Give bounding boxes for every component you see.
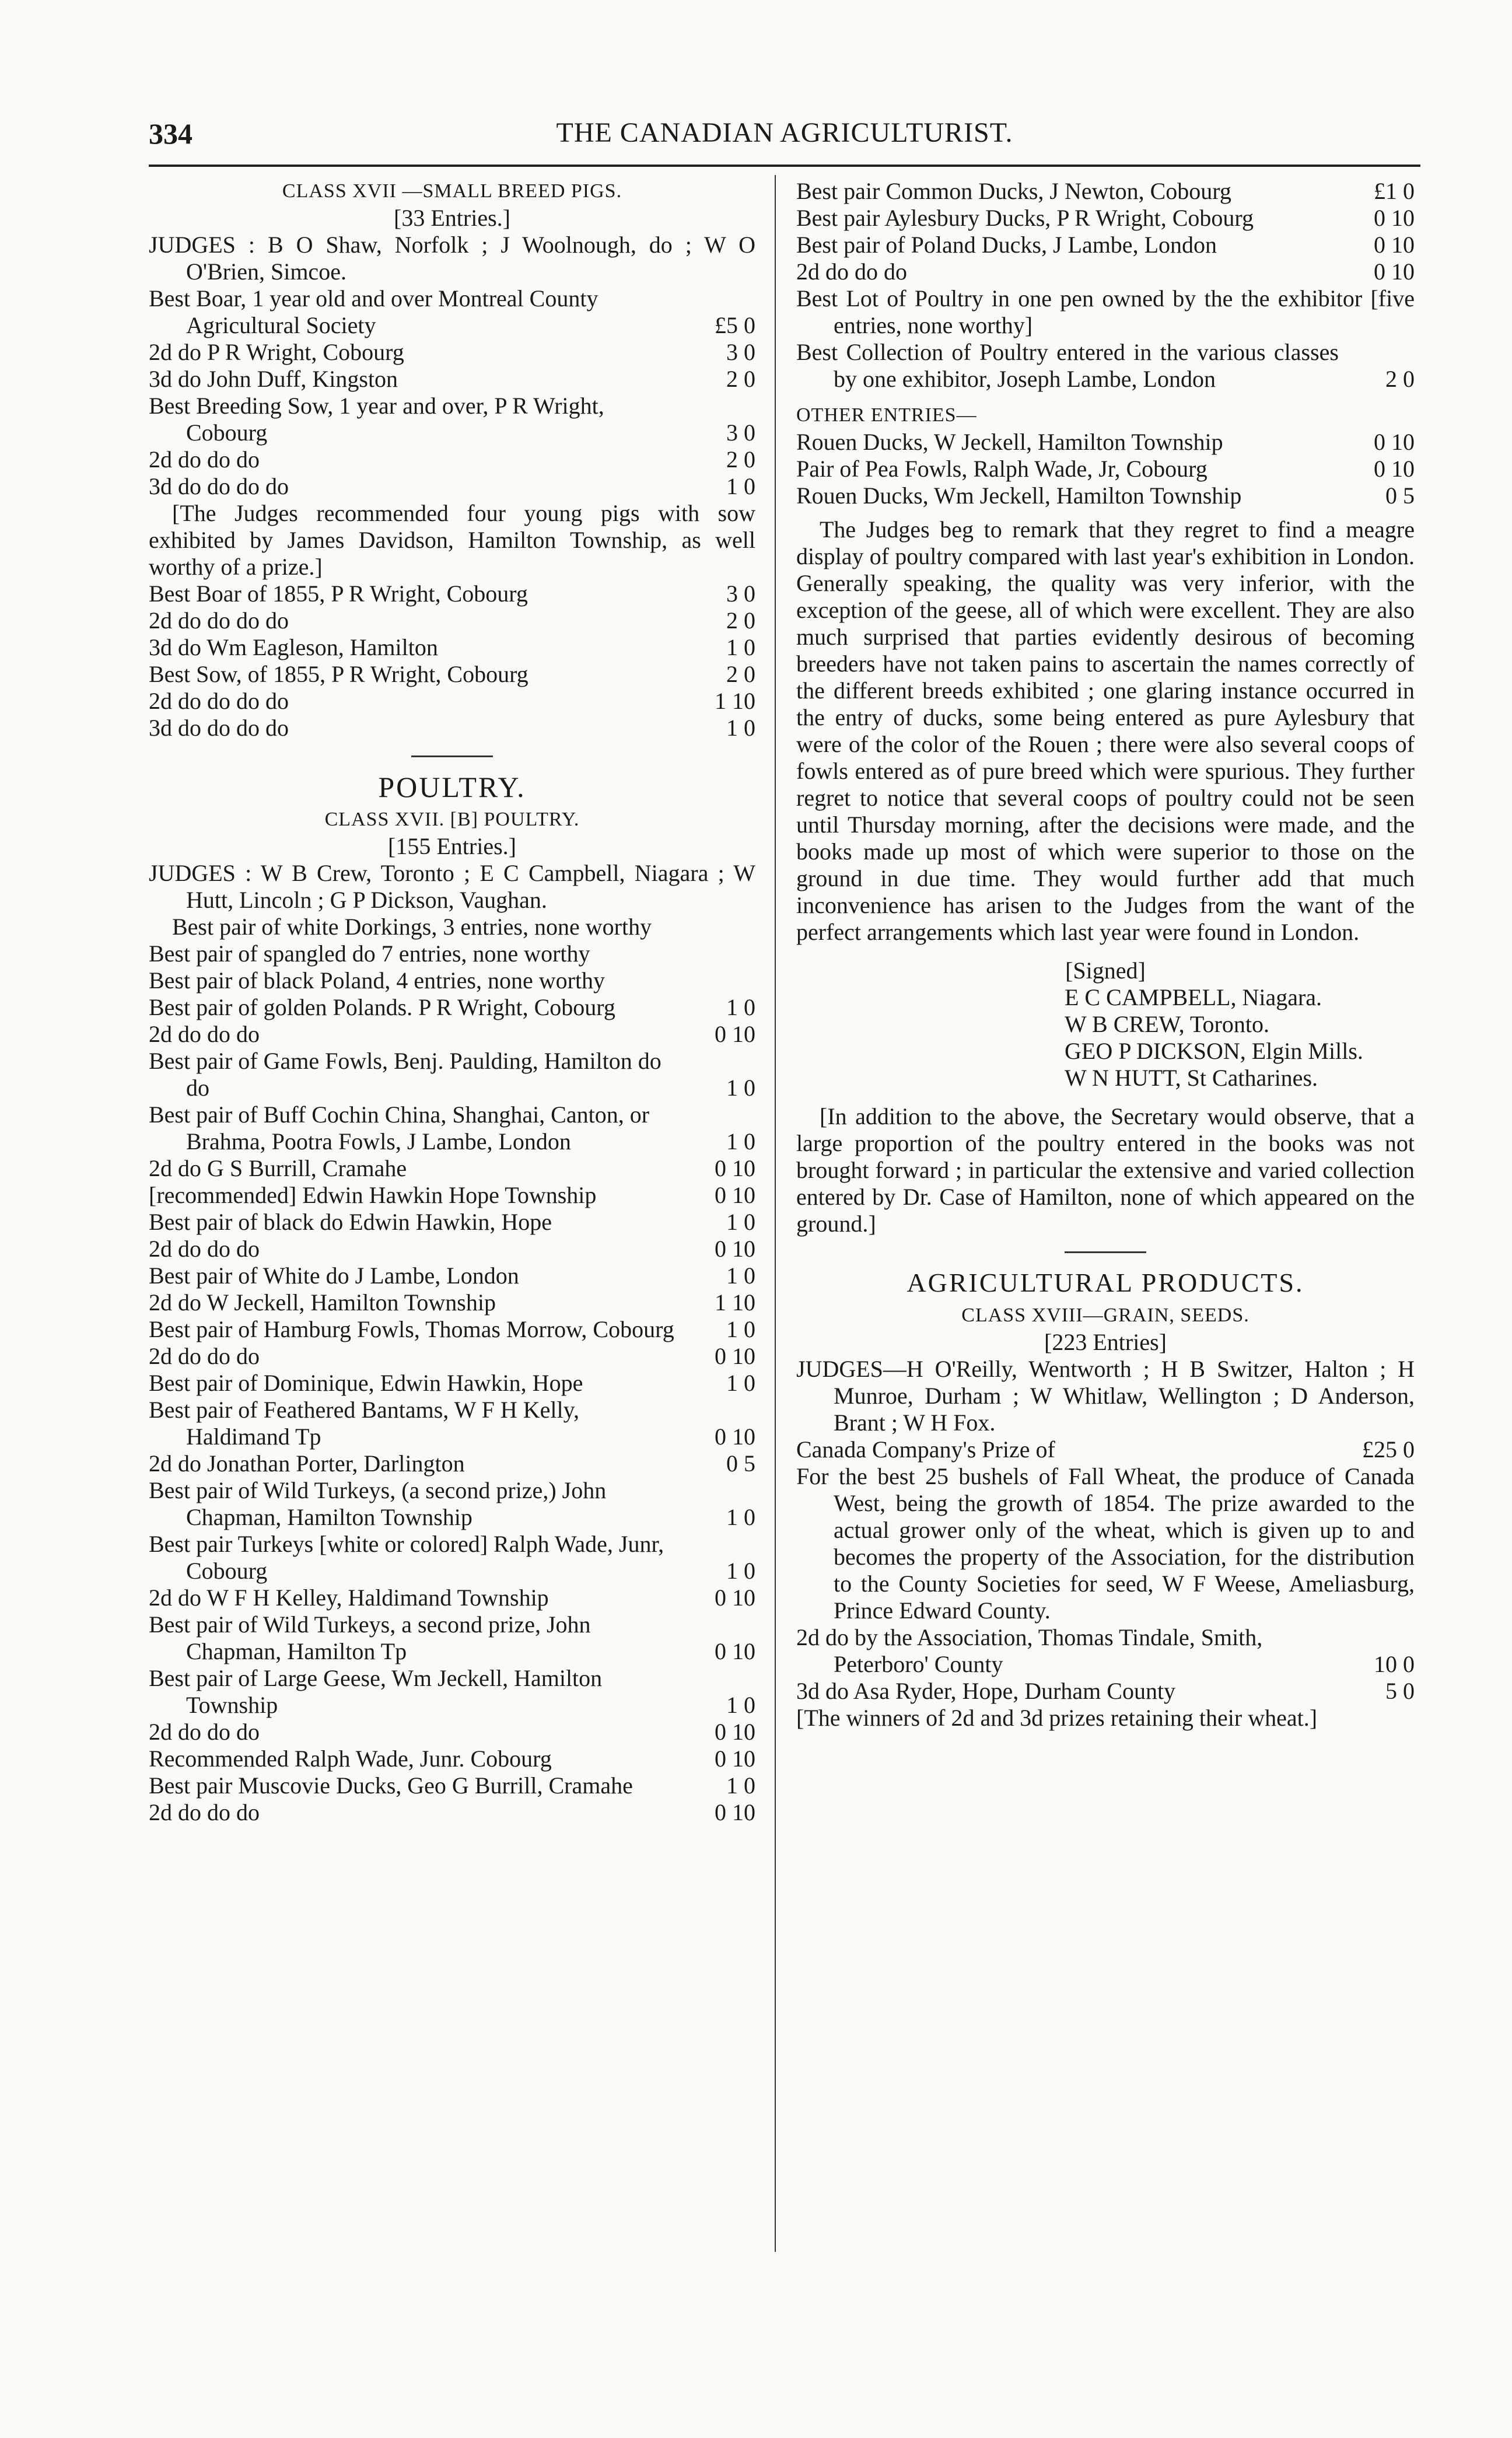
- prize-row: 2d do W F H Kelley, Haldimand Township 0 10: [149, 1584, 755, 1611]
- column-divider: [775, 175, 776, 2252]
- ducks-prize-list: [796, 178, 1415, 285]
- signatory: W B CREW, Toronto.: [1065, 1011, 1269, 1037]
- prize-row: Best pair of White do J Lambe, London 1 0: [149, 1262, 755, 1289]
- prize-row: Best pair of Buff Cochin China, Shanghai, Canton, or Brahma, Pootra Fowls, J Lambe, London 1 0: [149, 1101, 755, 1155]
- prize-row: Best Boar, 1 year old and over Montreal County Agricultural Society £5 0: [149, 285, 755, 338]
- prize-row: Best pair of Game Fowls, Benj. Paulding, Hamilton do do 1 0: [149, 1048, 755, 1101]
- prize-row: 3d do Asa Ryder, Hope, Durham County 5 0: [796, 1678, 1415, 1704]
- collection-row: Best Collection of Poultry entered in the various classes by one exhibitor, Joseph Lambe, London 2 0: [796, 339, 1415, 392]
- prize-row: 2d do do do 0 10: [149, 1021, 755, 1047]
- prize-row: Best pair Turkeys [white or colored] Ralph Wade, Junr, Cobourg 1 0: [149, 1531, 755, 1584]
- prize-row: Best Boar of 1855, P R Wright, Cobourg 3 0: [149, 580, 755, 607]
- prize-row: Best pair of Dominique, Edwin Hawkin, Hope 1 0: [149, 1370, 755, 1396]
- prize-row: 2d do Jonathan Porter, Darlington 0 5: [149, 1450, 755, 1477]
- signatory: GEO P DICKSON, Elgin Mills.: [1065, 1038, 1363, 1064]
- prize-row: Recommended Ralph Wade, Junr. Cobourg 0 10: [149, 1746, 755, 1772]
- running-title: THE CANADIAN AGRICULTURIST.: [556, 117, 1013, 148]
- agri-heading: AGRICULTURAL PRODUCTS.: [907, 1268, 1304, 1297]
- prize-row: Best Breeding Sow, 1 year and over, P R Wright, Cobourg 3 0: [149, 393, 755, 446]
- prize-row: 2d do do do do 1 10: [149, 688, 755, 714]
- prize-row: [recommended] Edwin Hawkin Hope Township 0 10: [149, 1182, 755, 1208]
- prize-row: 2d do W Jeckell, Hamilton Township 1 10: [149, 1289, 755, 1316]
- poultry-note: Best pair of white Dorkings, 3 entries, none worthy: [172, 914, 652, 940]
- page-number: 334: [149, 117, 192, 150]
- prize-row: Rouen Ducks, Wm Jeckell, Hamilton Township 0 5: [796, 482, 1415, 509]
- prize-row: Best pair of Feathered Bantams, W F H Kelly, Haldimand Tp 0 10: [149, 1397, 755, 1450]
- poultry-heading: POULTRY.: [378, 771, 526, 803]
- pigs-entries: [33 Entries.]: [394, 205, 510, 231]
- prize-row: Best pair Muscovie Ducks, Geo G Burrill, Cramahe 1 0: [149, 1772, 755, 1799]
- prize-row: Best pair Aylesbury Ducks, P R Wright, Cobourg 0 10: [796, 205, 1415, 231]
- poultry-note: Best pair of spangled do 7 entries, none worthy: [149, 940, 590, 967]
- prize-row: Best pair of golden Polands. P R Wright, Cobourg 1 0: [149, 994, 755, 1020]
- judges-remark: The Judges beg to remark that they regret to find a meagre display of poultry compared with last year's exhibition in London. Generally speaking, the quality was very inferior, with the exception of the geese, all of which were excellent. They are also much surprised that parties evidently desirous of becoming breeders have not taken pains to ascertain the names correctly of the different breeds exhibited ; one glaring instance occurred in the entry of ducks, some being entered as pure Aylesbury that were of the color of the Rouen ; there were also several coops of fowls entered as of pure breed which were spurious. They further regret to notice that several coops of poultry could not be seen until Thursday morning, after the decisions were made, and the books made up most of which were superior to those on the ground in due time. They would further add that much inconvenience has arisen to the Judges from the want of the perfect arrangements which last year were found in London.: [796, 516, 1415, 945]
- section-rule: [1065, 1251, 1146, 1253]
- agri-judges: JUDGES—H O'Reilly, Wentworth ; H B Switzer, Halton ; H Munroe, Durham ; W Whitlaw, Wellington ; D Anderson, Brant ; W H Fox.: [796, 1356, 1415, 1436]
- pigs-judges: JUDGES : B O Shaw, Norfolk ; J Woolnough, do ; W O O'Brien, Simcoe.: [149, 232, 755, 285]
- final-note: [The winners of 2d and 3d prizes retaining their wheat.]: [796, 1705, 1318, 1731]
- other-entries-heading: OTHER ENTRIES—: [796, 404, 977, 426]
- wheat-description: For the best 25 bushels of Fall Wheat, the produce of Canada West, being the growth of 1854. The prize awarded to the actual grower only of the wheat, which is given up to and becomes the property of the Association, for the distribution to the County Societies for seed, W F Weese, Ameliasburg, Prince Edward County.: [796, 1463, 1415, 1624]
- signed-label: [Signed]: [1065, 957, 1146, 984]
- signatory: W N HUTT, St Catharines.: [1065, 1065, 1318, 1091]
- prize-row: 2d do do do 0 10: [796, 258, 1415, 285]
- prize-row: Best pair of Wild Turkeys, a second prize, John Chapman, Hamilton Tp 0 10: [149, 1611, 755, 1664]
- prize-row: 2d do do do 0 10: [149, 1343, 755, 1369]
- prize-row: 3d do Wm Eagleson, Hamilton 1 0: [149, 634, 755, 660]
- prize-row: Best pair of Hamburg Fowls, Thomas Morrow, Cobourg 1 0: [149, 1316, 755, 1342]
- poultry-prize-list: [149, 994, 755, 1826]
- pigs-prize-list: [149, 285, 755, 500]
- pigs-class-heading: CLASS XVII —SMALL BREED PIGS.: [282, 180, 622, 202]
- other-prize-list: [796, 429, 1415, 509]
- canada-prize-row: Canada Company's Prize of £25 0: [796, 1436, 1415, 1463]
- lot-note: Best Lot of Poultry in one pen owned by the the exhibitor [five entries, none worthy]: [796, 285, 1415, 338]
- prize-row: Best pair of black do Edwin Hawkin, Hope 1 0: [149, 1209, 755, 1235]
- prize-row: 2d do do do 2 0: [149, 446, 755, 473]
- section-rule: [411, 755, 493, 757]
- poultry-entries: [155 Entries.]: [388, 833, 516, 859]
- poultry-judges: JUDGES : W B Crew, Toronto ; E C Campbell, Niagara ; W Hutt, Lincoln ; G P Dickson, Vaughan.: [149, 860, 755, 913]
- signatory: E C CAMPBELL, Niagara.: [1065, 984, 1322, 1010]
- pigs-note: [The Judges recommended four young pigs with sow exhibited by James Davidson, Hamilton Township, as well worthy of a prize.]: [149, 500, 755, 580]
- prize-row: 2d do do do 0 10: [149, 1719, 755, 1745]
- secretary-note: [In addition to the above, the Secretary would observe, that a large proportion of the poultry entered in the books was not brought forward ; in particular the extensive and varied collection entered by Dr. Case of Hamilton, none of which appeared on the ground.]: [796, 1103, 1415, 1237]
- poultry-note: Best pair of black Poland, 4 entries, none worthy: [149, 967, 606, 994]
- page-header: [149, 117, 1420, 158]
- prize-row: Pair of Pea Fowls, Ralph Wade, Jr, Cobourg 0 10: [796, 456, 1415, 482]
- prize-row: 2d do do do do 2 0: [149, 607, 755, 634]
- prize-row: 3d do do do do 1 0: [149, 473, 755, 499]
- prize-row: 3d do John Duff, Kingston 2 0: [149, 366, 755, 392]
- header-rule: [149, 165, 1420, 167]
- prize-row: Best Sow, of 1855, P R Wright, Cobourg 2 0: [149, 661, 755, 687]
- prize-row: 2d do by the Association, Thomas Tindale, Smith, Peterboro' County 10 0: [796, 1624, 1415, 1677]
- prize-row: Best pair of Large Geese, Wm Jeckell, Hamilton Township 1 0: [149, 1665, 755, 1718]
- prize-row: 2d do G S Burrill, Cramahe 0 10: [149, 1155, 755, 1181]
- prize-row: Best pair of Wild Turkeys, (a second prize,) John Chapman, Hamilton Township 1 0: [149, 1477, 755, 1530]
- prize-row: 3d do do do do 1 0: [149, 715, 755, 741]
- poultry-class-heading: CLASS XVII. [B] POULTRY.: [324, 809, 580, 830]
- prize-row: Best pair Common Ducks, J Newton, Cobourg £1 0: [796, 178, 1415, 204]
- agri-class-heading: CLASS XVIII—GRAIN, SEEDS.: [961, 1304, 1250, 1326]
- left-column: [149, 178, 755, 1826]
- prize-row: 2d do do do 0 10: [149, 1236, 755, 1262]
- agri-entries: [223 Entries]: [1044, 1329, 1167, 1355]
- prize-row: Rouen Ducks, W Jeckell, Hamilton Township 0 10: [796, 429, 1415, 455]
- pigs-1855-list: [149, 580, 755, 741]
- prize-row: 2d do do do 0 10: [149, 1799, 755, 1825]
- prize-row: Best pair of Poland Ducks, J Lambe, London 0 10: [796, 232, 1415, 258]
- prize-row: 2d do P R Wright, Cobourg 3 0: [149, 339, 755, 365]
- right-column: [796, 178, 1415, 1732]
